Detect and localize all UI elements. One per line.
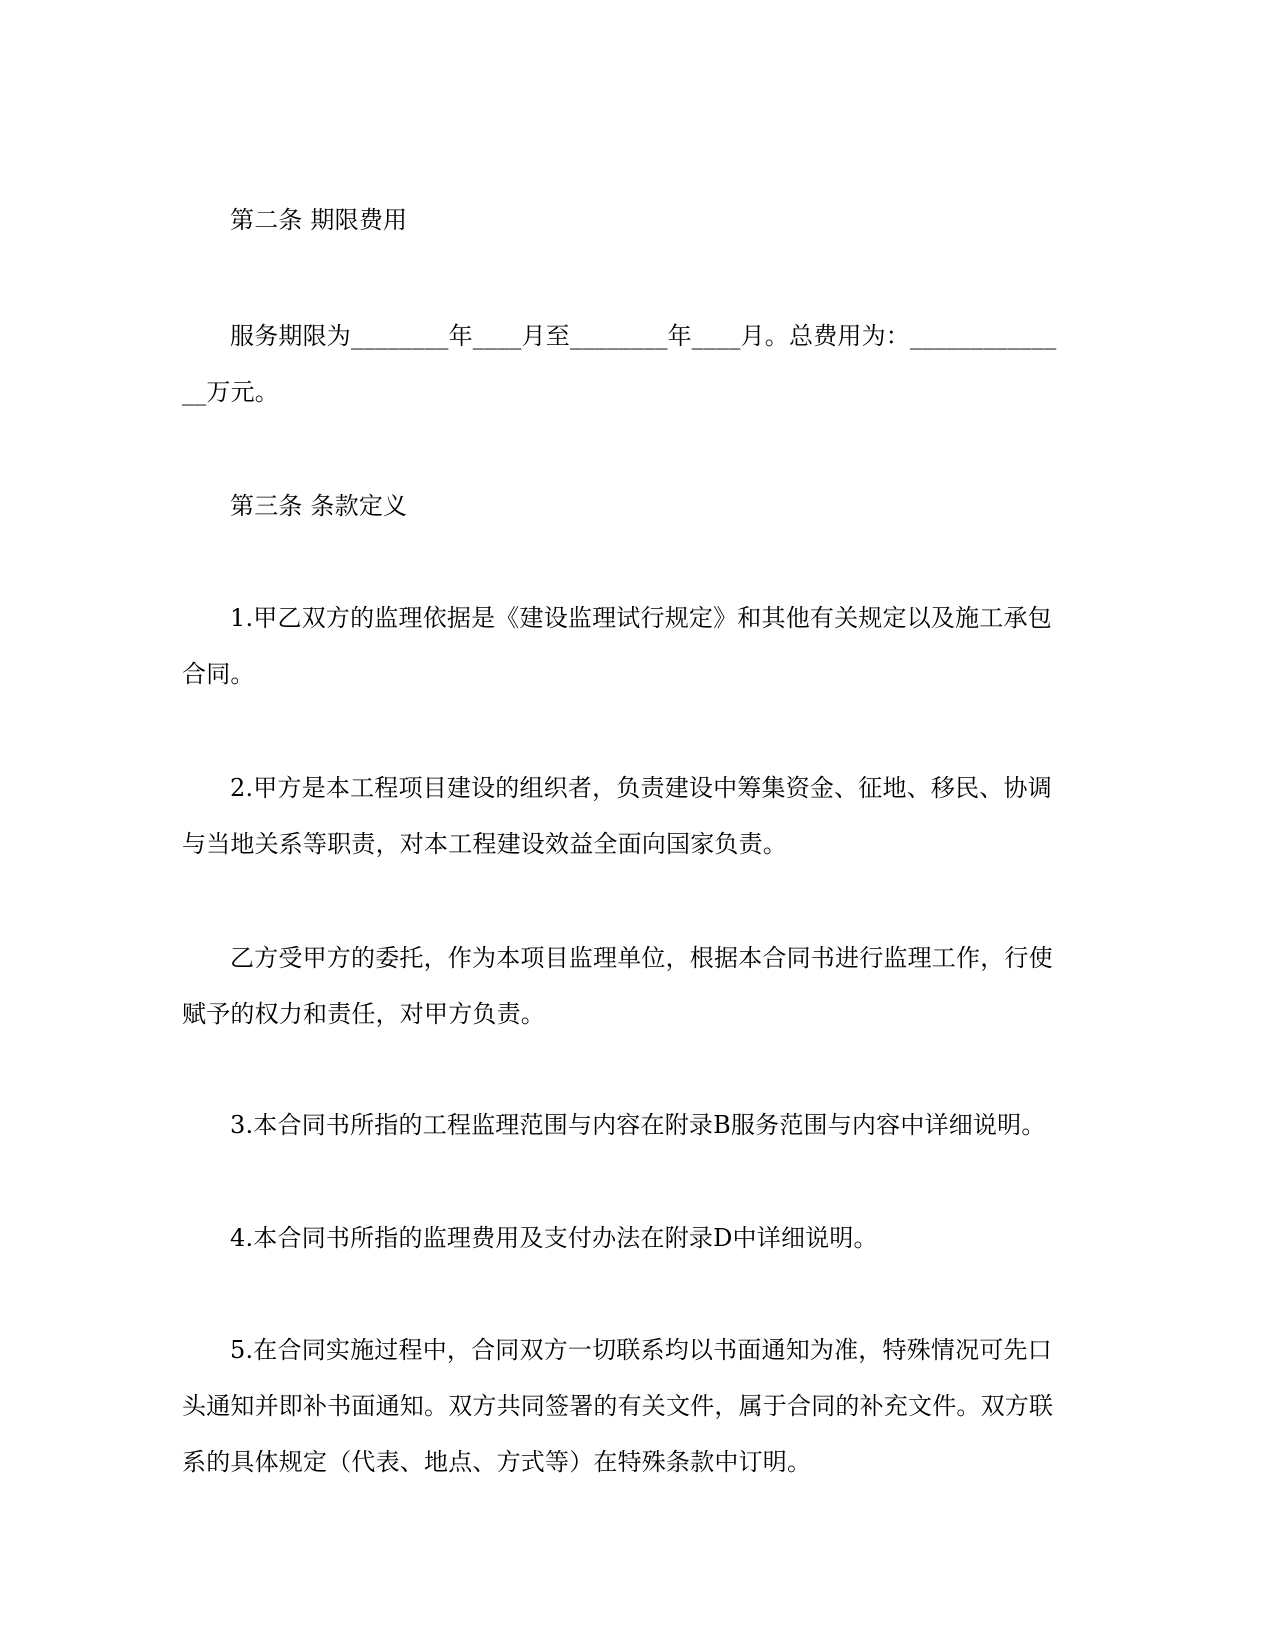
clause-2-party-b-paragraph: 乙方受甲方的委托，作为本项目监理单位，根据本合同书进行监理工作，行使赋予的权力和责任，对甲方负责。 [182,944,1053,1028]
article-2-title: 第二条 期限费用 [230,206,408,234]
service-term-paragraph: 服务期限为________年____月至________年____月。总费用为：____________ __万元。 [182,322,1057,406]
article-3-title: 第三条 条款定义 [230,492,408,520]
clause-5-paragraph: 5.在合同实施过程中，合同双方一切联系均以书面通知为准，特殊情况可先口头通知并即补书面通知。双方共同签署的有关文件，属于合同的补充文件。双方联系的具体规定（代表、地点、方式等）在特殊条款中订明。 [182,1336,1054,1476]
clause-2-paragraph: 2.甲方是本工程项目建设的组织者，负责建设中筹集资金、征地、移民、协调与当地关系等职责，对本工程建设效益全面向国家负责。 [182,774,1052,858]
clause-3-paragraph: 3.本合同书所指的工程监理范围与内容在附录B服务范围与内容中详细说明。 [230,1111,1046,1139]
clause-4-paragraph: 4.本合同书所指的监理费用及支付办法在附录D中详细说明。 [230,1224,878,1252]
clause-1-paragraph: 1.甲乙双方的监理依据是《建设监理试行规定》和其他有关规定以及施工承包合同。 [182,604,1052,688]
